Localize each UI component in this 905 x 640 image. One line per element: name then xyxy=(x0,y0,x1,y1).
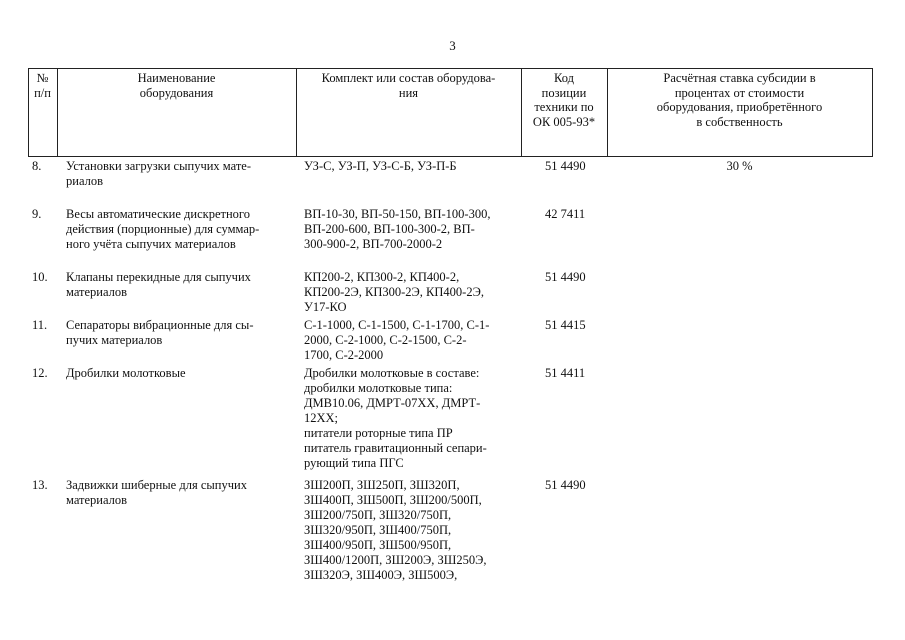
header-name: Наименование оборудования xyxy=(137,71,216,100)
row-name: Задвижки шиберные для сыпучих материалов xyxy=(66,478,247,507)
page-number: 3 xyxy=(449,38,456,53)
row-name: Дробилки молотковые xyxy=(66,366,186,380)
header-num: № п/п xyxy=(34,71,51,100)
row-code: 51 4415 xyxy=(545,318,586,332)
col-border-5 xyxy=(872,68,873,156)
row-num: 9. xyxy=(32,207,42,221)
row-set: КП200-2, КП300-2, КП400-2, КП200-2Э, КП300-2Э, КП400-2Э, У17-КО xyxy=(304,270,484,314)
row-code: 51 4490 xyxy=(545,159,586,173)
table-header-bottom-border xyxy=(28,156,873,157)
row-code: 42 7411 xyxy=(545,207,586,221)
row-name: Весы автоматические дискретного действия (порционные) для суммар- ного учёта сыпучих материалов xyxy=(66,207,260,251)
row-code: 51 4411 xyxy=(545,366,586,380)
row-name: Клапаны перекидные для сыпучих материалов xyxy=(66,270,251,299)
row-set: С-1-1000, С-1-1500, С-1-1700, С-1- 2000, С-2-1000, С-2-1500, С-2- 1700, С-2-2000 xyxy=(304,318,490,362)
table-top-border xyxy=(28,68,873,69)
row-num: 11. xyxy=(32,318,48,332)
row-name: Установки загрузки сыпучих мате- риалов xyxy=(66,159,252,188)
row-set: ВП-10-30, ВП-50-150, ВП-100-300, ВП-200-600, ВП-100-300-2, ВП- 300-900-2, ВП-700-2000-2 xyxy=(304,207,491,251)
header-rate: Расчётная ставка субсидии в процентах от стоимости оборудования, приобретённого в собственность xyxy=(656,71,823,129)
row-set: Дробилки молотковые в составе: дробилки молотковые типа: ДМВ10.06, ДМРТ-07ХХ, ДМРТ- 12ХХ; питатели роторные типа ПР питатель гравитационный сепари- рующий типа ПГС xyxy=(304,366,487,470)
header-set: Комплект или состав оборудова- ния xyxy=(321,71,496,100)
row-set: ЗШ200П, ЗШ250П, ЗШ320П, ЗШ400П, ЗШ500П, ЗШ200/500П, ЗШ200/750П, ЗШ320/750П, ЗШ320/950П, ЗШ400/750П, ЗШ400/950П, ЗШ500/950П, ЗШ400/1200П, ЗШ200Э, ЗШ250Э, ЗШ320Э, ЗШ400Э, ЗШ500Э, xyxy=(304,478,487,582)
header-code: Код позиции техники по ОК 005-93* xyxy=(532,71,596,129)
row-code: 51 4490 xyxy=(545,478,586,492)
row-num: 10. xyxy=(32,270,48,284)
row-set: УЗ-С, УЗ-П, УЗ-С-Б, УЗ-П-Б xyxy=(304,159,457,173)
row-code: 51 4490 xyxy=(545,270,586,284)
row-name: Сепараторы вибрационные для сы- пучих материалов xyxy=(66,318,254,347)
row-rate: 30 % xyxy=(726,159,753,173)
row-num: 8. xyxy=(32,159,42,173)
row-num: 13. xyxy=(32,478,48,492)
row-num: 12. xyxy=(32,366,48,380)
